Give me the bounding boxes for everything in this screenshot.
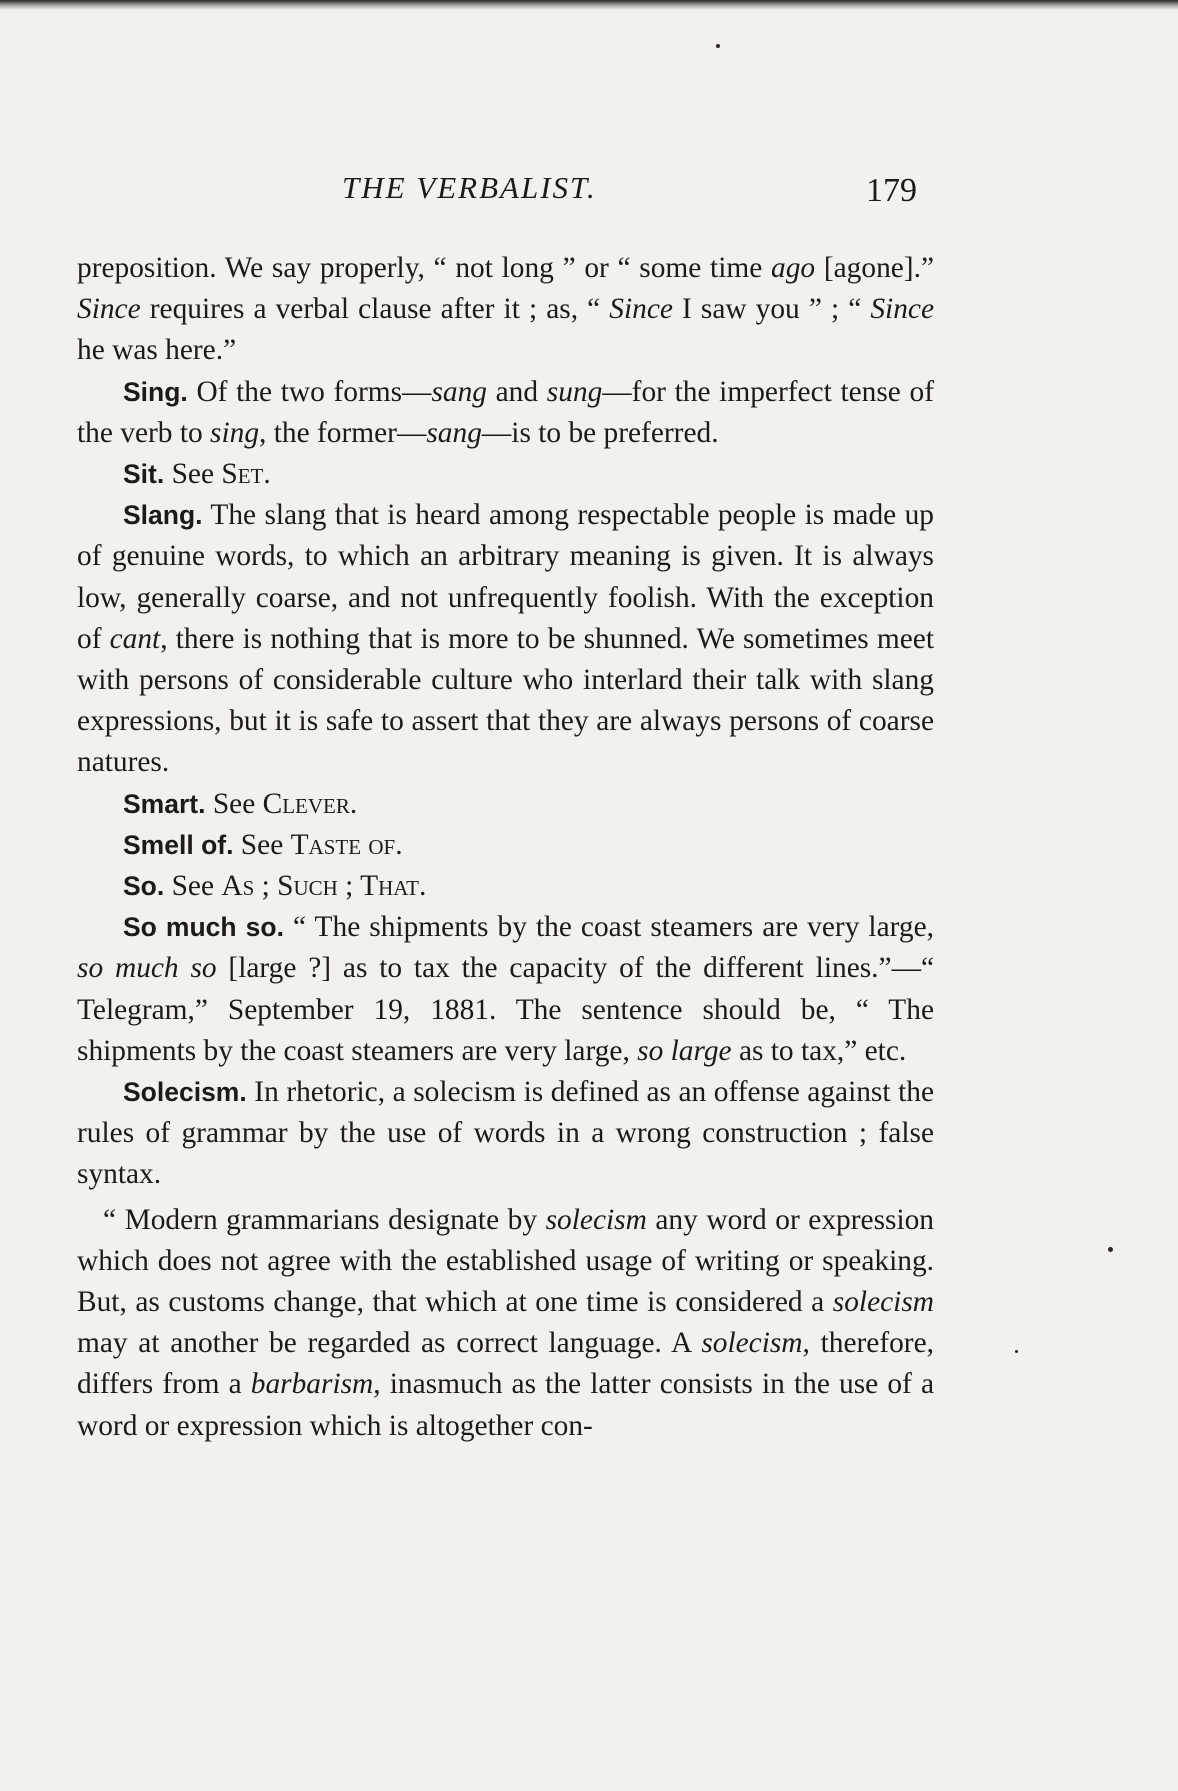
entry-continuation: preposition. We say properly, “ not long ” or “ some time ago [agone].” Since requires a verbal clause after it ; as, “ Since I saw you ” ; “ Since he was here.”	[77, 252, 934, 367]
cross-reference: Clever.	[262, 787, 358, 820]
ink-speck	[1108, 1247, 1113, 1252]
headword: Smell of.	[123, 829, 234, 860]
entry-so: So. See As ; Such ; That.	[123, 870, 427, 903]
page-header	[0, 170, 1178, 220]
page-number: 179	[866, 172, 917, 209]
headword: Smart.	[123, 788, 206, 819]
headword: Sit.	[123, 459, 165, 490]
headword: So much so.	[123, 912, 284, 943]
quotation: “ Modern grammarians designate by solecism any word or expression which does not agree with the established usage of writing or speaking. But, as customs change, that which at one time is considered a solecism may at another be regarded as correct language. A solecism, therefore, differs from a barbarism, inasmuch as the latter consists in the use of a word or expression which is altogether con-	[77, 1203, 935, 1442]
entry-sit: Sit. See Set.	[123, 458, 271, 491]
entry-smell-of: Smell of. See Taste of.	[123, 828, 403, 861]
ink-speck	[716, 44, 720, 48]
headword: Solecism.	[123, 1077, 247, 1108]
entry-smart: Smart. See Clever.	[123, 787, 358, 820]
entry-solecism: Solecism. In rhetoric, a solecism is defined as an offense against the rules of grammar by the use of words in a wrong construction ; false syntax.	[77, 1076, 934, 1191]
headword: Sing.	[123, 376, 188, 407]
entry-so-much-so: So much so. “ The shipments by the coast steamers are very large, so much so [large ?] as to tax the capacity of the different lines.”—“ Telegram,” September 19, 1881. The sentence should be, “ The shipments by the coast steamers are very large, so large as to tax,” etc.	[77, 911, 934, 1067]
page-body	[77, 248, 934, 1447]
cross-reference: Taste of.	[290, 828, 403, 861]
running-title: THE VERBALIST.	[342, 170, 597, 205]
ink-speck	[1015, 1350, 1018, 1353]
cross-reference: Set.	[221, 458, 271, 491]
headword: So.	[123, 871, 165, 902]
cross-reference: As ; Such ; That.	[221, 870, 427, 903]
page-top-edge	[0, 0, 1178, 10]
entry-slang: Slang. The slang that is heard among respectable people is made up of genuine words, to which an arbitrary meaning is given. It is always low, generally coarse, and not unfrequently foolish. With the exception of cant, there is nothing that is more to be shunned. We sometimes meet with persons of considerable culture who interlard their talk with slang expressions, but it is safe to assert that they are always persons of coarse natures.	[77, 499, 934, 779]
headword: Slang.	[123, 500, 203, 531]
entry-sing: Sing. Of the two forms—sang and sung—for the imperfect tense of the verb to sing, the former—sang—is to be preferred.	[77, 375, 934, 449]
